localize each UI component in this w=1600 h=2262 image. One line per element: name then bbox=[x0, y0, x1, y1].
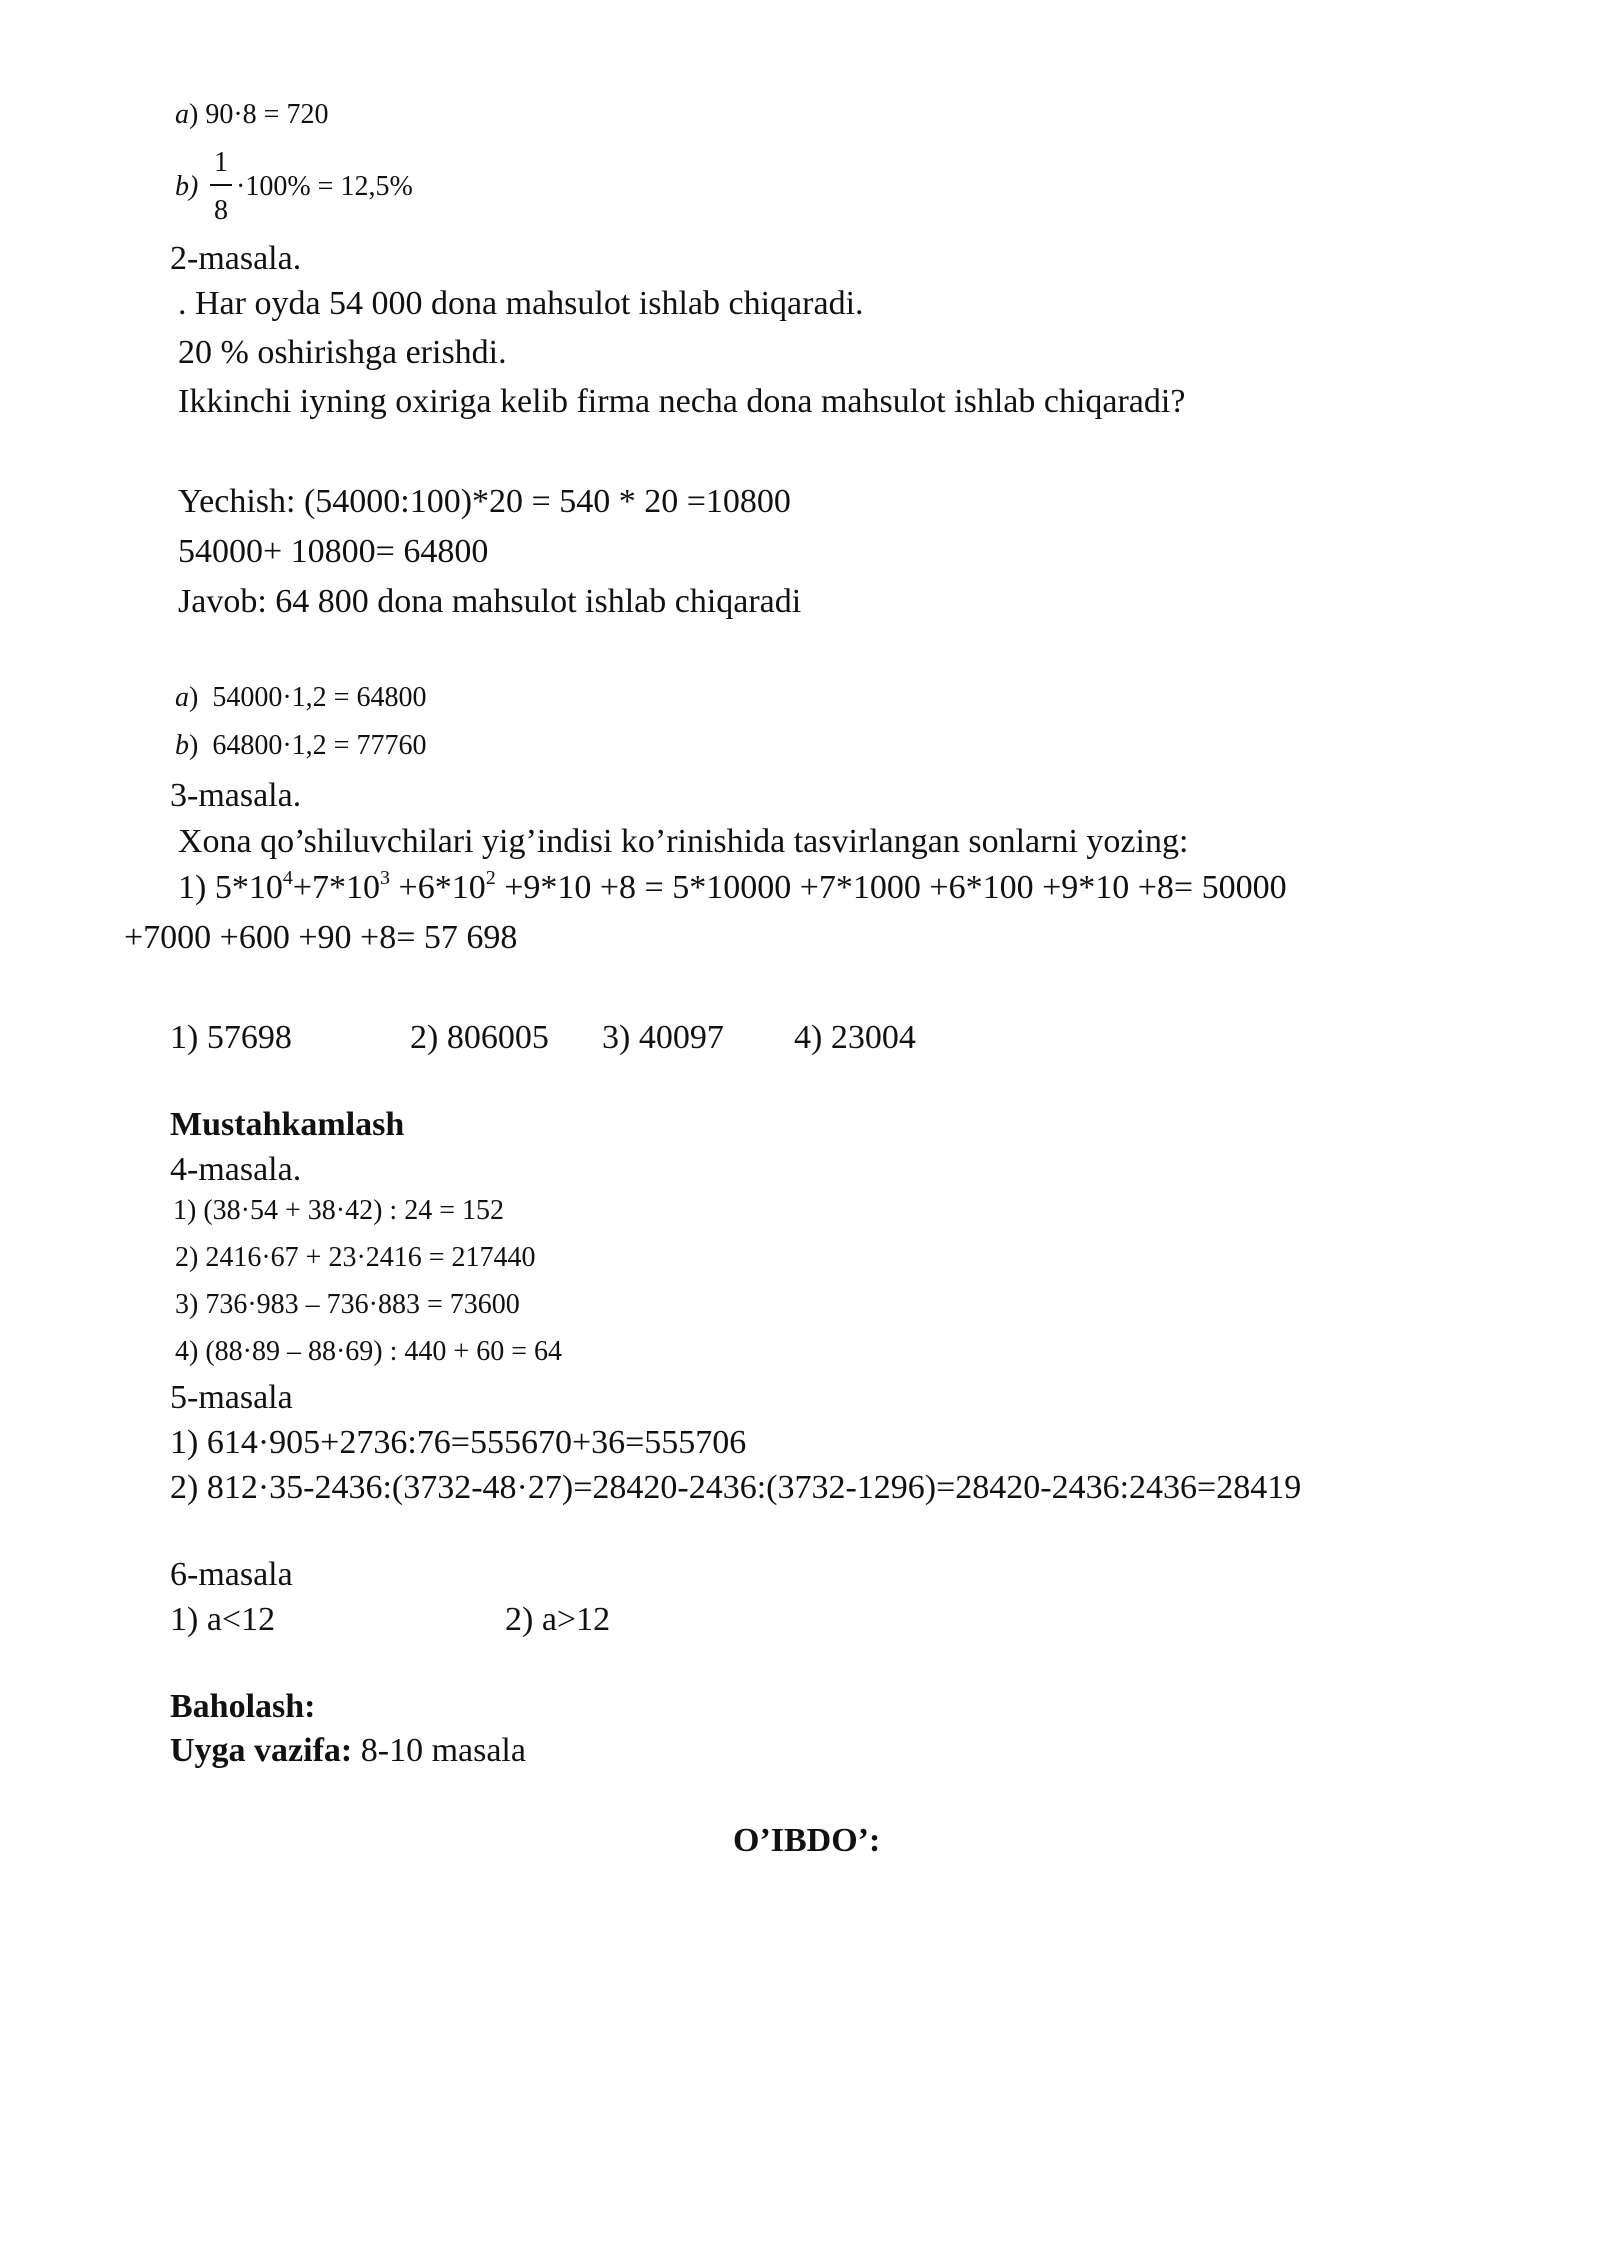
section-title-mustahkamlash: Mustahkamlash bbox=[170, 1106, 405, 1143]
task2-formula-b: b) 64800·1,2 = 77760 bbox=[175, 730, 427, 761]
task3-answer-2: 2) 806005 bbox=[410, 1019, 549, 1056]
homework-value: 8-10 masala bbox=[352, 1732, 526, 1769]
footer-heading: O’IBDO’: bbox=[733, 1822, 881, 1859]
task2-formula-a: a) 54000·1,2 = 64800 bbox=[175, 682, 427, 713]
task1-formula-b-rest: ·100% = 12,5% bbox=[236, 171, 413, 202]
task2-line1: . Har oyda 54 000 dona mahsulot ishlab chiqaradi. bbox=[178, 285, 864, 322]
task1-formula-a-text: 90·8 = 720 bbox=[205, 99, 329, 130]
task6-answer-1: 1) a<12 bbox=[170, 1601, 276, 1638]
task3-answer-4: 4) 23004 bbox=[794, 1019, 916, 1056]
task5-title: 5-masala bbox=[170, 1379, 293, 1416]
task3-equation: 1) $5*10^4+7*10^3 +6*10^2 +9*10 +8 = 5*10000 +7*1000 +6*100 +9*10 +8= 50000$ bbox=[178, 867, 1287, 906]
task2-title: 2-masala. bbox=[170, 240, 302, 277]
task2-solution2: 54000+ 10800= 64800 bbox=[178, 533, 489, 570]
homework-line bbox=[170, 1731, 526, 1771]
task5-line2: 2) 812·35-2436:(3732-48·27)=28420-2436:(3732-1296)=28420-2436:2436=28419 bbox=[170, 1469, 1302, 1506]
task3-equation-continued: +7000 +600 +90 +8= 57 698 bbox=[124, 919, 518, 956]
task3-line1: Xona qo’shiluvchilari yig’indisi ko’rinishida tasvirlangan sonlarni yozing: bbox=[178, 823, 1189, 860]
task4-item-3: 3) 736·983 – 736·883 = 73600 bbox=[175, 1289, 520, 1320]
fraction-bar bbox=[210, 184, 232, 186]
task3-title: 3-masala. bbox=[170, 777, 302, 814]
fraction-denominator: 8 bbox=[214, 195, 228, 226]
task2-answer: Javob: 64 800 dona mahsulot ishlab chiqaradi bbox=[178, 583, 802, 620]
task1-formula-a: a) 90·8 = 720 bbox=[175, 99, 329, 130]
task6-answer-2: 2) a>12 bbox=[505, 1601, 611, 1638]
homework-label: Uyga vazifa: bbox=[170, 1732, 353, 1769]
task2-line2: 20 % oshirishga erishdi. bbox=[178, 334, 507, 371]
task4-item-1: 1) (38·54 + 38·42) : 24 = 152 bbox=[173, 1195, 504, 1226]
task2-solution1: Yechish: (54000:100)*20 = 540 * 20 =10800 bbox=[178, 483, 791, 520]
task4-item-2: 2) 2416·67 + 23·2416 = 217440 bbox=[175, 1242, 536, 1273]
task4-title: 4-masala. bbox=[170, 1151, 302, 1188]
fraction-numerator: 1 bbox=[214, 147, 228, 178]
task3-answer-3: 3) 40097 bbox=[602, 1019, 724, 1056]
task2-line3: Ikkinchi iyning oxiriga kelib firma necha dona mahsulot ishlab chiqaradi? bbox=[178, 383, 1186, 420]
task3-answer-1: 1) 57698 bbox=[170, 1019, 292, 1056]
task1-formula-b-prefix: b) bbox=[175, 171, 199, 202]
task4-item-4: 4) (88·89 – 88·69) : 440 + 60 = 64 bbox=[175, 1336, 562, 1367]
task5-line1: 1) 614·905+2736:76=555670+36=555706 bbox=[170, 1424, 747, 1461]
task6-title: 6-masala bbox=[170, 1556, 293, 1593]
baholash-label: Baholash: bbox=[170, 1688, 316, 1725]
